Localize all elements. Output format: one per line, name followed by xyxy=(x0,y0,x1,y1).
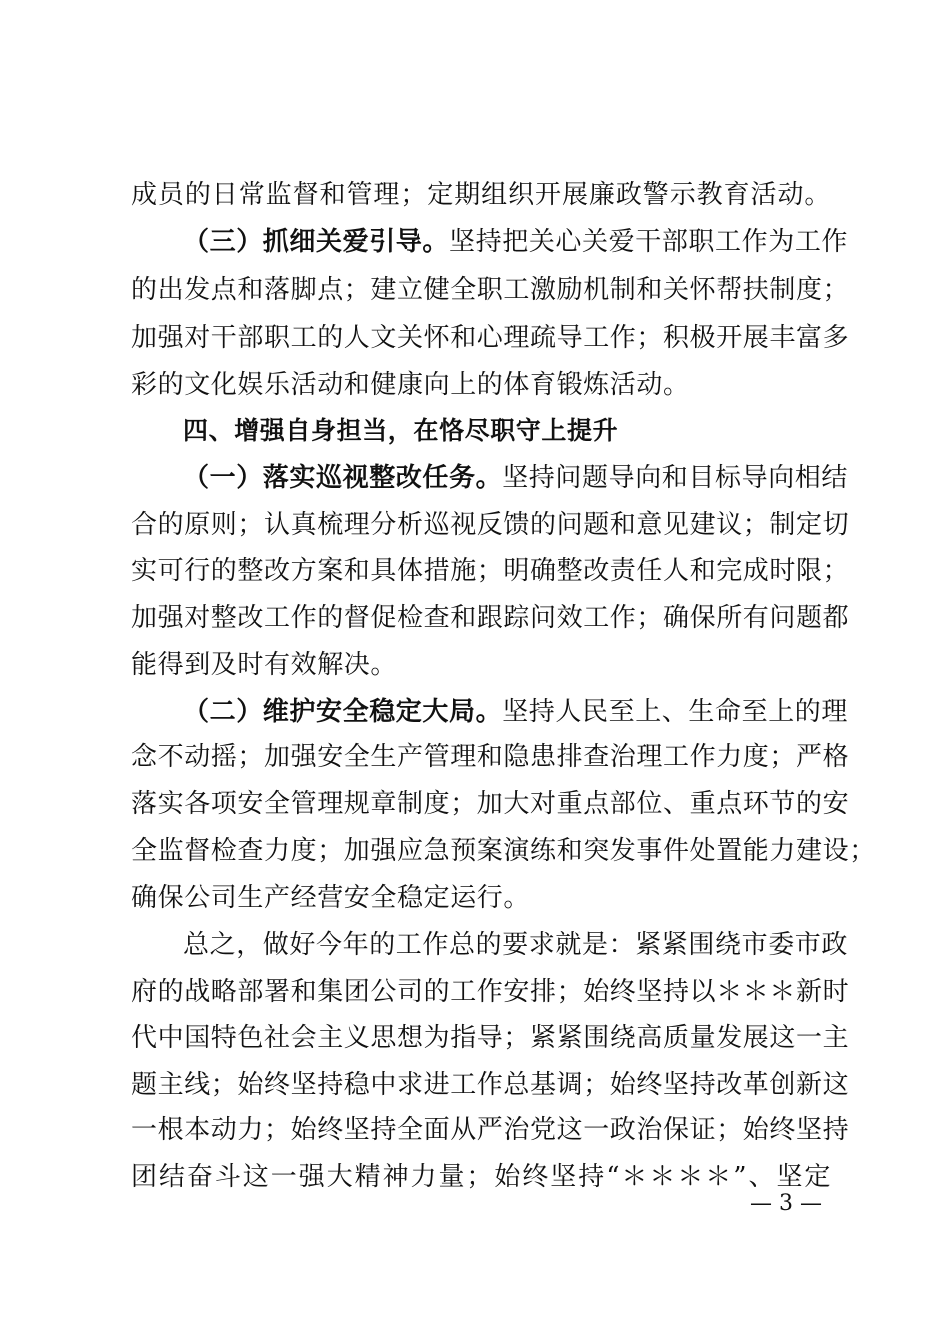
body-line: 加强对整改工作的督促检查和跟踪问效工作；确保所有问题都 xyxy=(131,603,850,633)
body-line: 加强对干部职工的人文关怀和心理疏导工作；积极开展丰富多 xyxy=(131,323,850,353)
body-text: 坚持问题导向和目标导向相结 xyxy=(502,463,849,493)
body-line: 题主线；始终坚持稳中求进工作总基调；始终坚持改革创新这 xyxy=(131,1070,850,1100)
page-number: — 3 — xyxy=(750,1191,822,1216)
body-line: 合的原则；认真梳理分析巡视反馈的问题和意见建议；制定切 xyxy=(131,510,850,540)
body-line: 的出发点和落脚点；建立健全职工激励机制和关怀帮扶制度； xyxy=(131,275,850,305)
body-line: 确保公司生产经营安全稳定运行。 xyxy=(131,883,531,913)
body-line: 府的战略部署和集团公司的工作安排；始终坚持以＊＊＊新时 xyxy=(131,977,850,1007)
body-line: 成员的日常监督和管理；定期组织开展廉政警示教育活动。 xyxy=(131,180,831,210)
section-paragraph-rectification xyxy=(183,458,883,498)
body-text: 坚持人民至上、生命至上的理 xyxy=(502,697,849,727)
subsection-lead: （一）落实巡视整改任务。 xyxy=(183,463,503,493)
body-line: 彩的文化娱乐活动和健康向上的体育锻炼活动。 xyxy=(131,370,690,400)
subsection-lead: （二）维护安全稳定大局。 xyxy=(183,697,503,727)
subsection-lead: （三）抓细关爱引导。 xyxy=(183,227,450,257)
body-text: 坚持把关心关爱干部职工作为工作 xyxy=(449,227,849,257)
body-line: 能得到及时有效解决。 xyxy=(131,650,398,680)
body-line: 实可行的整改方案和具体措施；明确整改责任人和完成时限； xyxy=(131,556,850,586)
body-line: 一根本动力；始终坚持全面从严治党这一政治保证；始终坚持 xyxy=(131,1115,850,1145)
summary-paragraph: 总之，做好今年的工作总的要求就是：紧紧围绕市委市政 xyxy=(183,930,849,960)
section-paragraph-safety xyxy=(183,692,883,732)
body-line: 念不动摇；加强安全生产管理和隐患排查治理工作力度；严格 xyxy=(131,742,850,772)
body-line: 全监督检查力度；加强应急预案演练和突发事件处置能力建设； xyxy=(131,836,876,866)
section-heading: 四、增强自身担当，在恪尽职守上提升 xyxy=(183,416,619,445)
body-line: 落实各项安全管理规章制度；加大对重点部位、重点环节的安 xyxy=(131,789,850,819)
body-line: 团结奋斗这一强大精神力量；始终坚持“＊＊＊＊”、坚定 xyxy=(131,1162,831,1192)
body-line: 代中国特色社会主义思想为指导；紧紧围绕高质量发展这一主 xyxy=(131,1023,850,1053)
section-paragraph-care-guidance xyxy=(183,222,883,262)
